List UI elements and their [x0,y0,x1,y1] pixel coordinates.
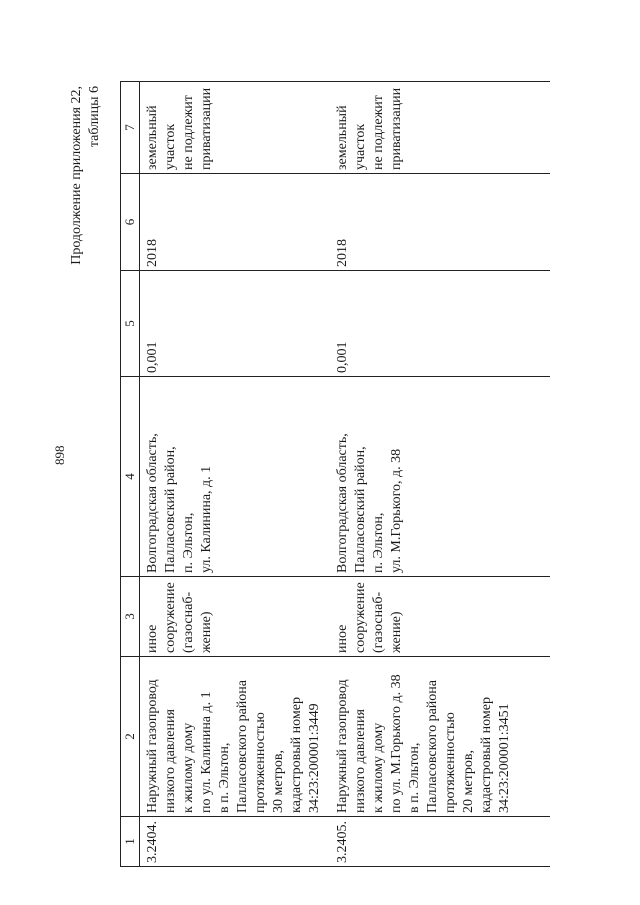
address-cell-line: Палласовский район, [163,446,178,573]
object-name-cell-line: Палласовского района [425,680,440,813]
page-number: 898 [52,445,67,465]
address-cell-line: п. Эльтон, [371,512,386,573]
address-cell-line: п. Эльтон, [181,512,196,573]
note-cell [140,82,331,174]
object-name-cell [140,657,331,817]
note-cell-line: участок [163,123,178,170]
address-cell-line: ул. Калинина, д. 1 [199,465,214,573]
table-row [330,82,550,867]
object-name-cell-line: протяженностью [443,712,458,813]
object-type-cell-line: сооружение [353,582,368,653]
note-cell-line: участок [353,123,368,170]
address-cell [330,377,550,577]
object-name-cell-line: по ул. М.Горького д. 38 [389,674,404,813]
object-name-cell-line: по ул. Калинина д. 1 [199,691,214,813]
column-header: 6 [121,174,140,271]
object-name-cell-line: кадастровый номер [479,697,494,813]
address-cell-line: ул. М.Горького, д. 38 [389,448,404,573]
object-type-cell-line: жение) [389,611,404,653]
object-name-cell-line: низкого давления [353,709,368,813]
object-type-cell-line: (газоснаб- [181,591,196,653]
object-name-cell-line: низкого давления [163,709,178,813]
object-name-cell-line: к жилому дому [371,722,386,813]
address-cell-line: Волгоградская область, [335,433,350,573]
header-row [121,82,140,867]
object-name-cell-line: 20 метров, [461,750,476,813]
note-cell-line: не подлежит [181,95,196,170]
table-row [140,82,331,867]
object-type-cell-line: иное [145,624,160,653]
area-cell: 0,001 [330,271,550,377]
object-name-cell-line: 30 метров, [271,750,286,813]
object-type-cell-line: жение) [199,611,214,653]
object-type-cell [140,577,331,657]
note-cell-line: приватизации [389,87,404,170]
object-name-cell-line: в п. Эльтон, [407,742,422,813]
object-type-cell-line: (газоснаб- [371,591,386,653]
note-cell-line: не подлежит [371,95,386,170]
object-name-cell-line: 34:23:200001:3451 [497,703,512,813]
column-header: 3 [121,577,140,657]
area-cell: 0,001 [140,271,331,377]
object-name-cell [330,657,550,817]
year-cell: 2018 [330,174,550,271]
object-name-cell-line: 34:23:200001:3449 [307,703,322,813]
column-header: 1 [121,817,140,867]
column-header: 2 [121,657,140,817]
object-name-cell-line: Наружный газопровод [145,679,160,813]
continuation-title [68,86,104,346]
note-cell-line: земельный [335,105,350,170]
object-type-cell [330,577,550,657]
address-cell-line: Волгоградская область, [145,433,160,573]
column-header: 4 [121,377,140,577]
object-name-cell-line: к жилому дому [181,722,196,813]
object-name-cell-line: Палласовского района [235,680,250,813]
property-table-grid [120,81,550,867]
continuation-title-line: Продолжение приложения 22, [69,86,84,265]
note-cell [330,82,550,174]
row-number-cell: 3.2405. [330,817,550,867]
object-name-cell-line: Наружный газопровод [335,679,350,813]
object-name-cell-line: кадастровый номер [289,697,304,813]
object-type-cell-line: иное [335,624,350,653]
note-cell-line: земельный [145,105,160,170]
column-header: 5 [121,271,140,377]
row-number-cell: 3.2404. [140,817,331,867]
address-cell-line: Палласовский район, [353,446,368,573]
object-type-cell-line: сооружение [163,582,178,653]
address-cell [140,377,331,577]
note-cell-line: приватизации [199,87,214,170]
object-name-cell-line: в п. Эльтон, [217,742,232,813]
year-cell: 2018 [140,174,331,271]
object-name-cell-line: протяженностью [253,712,268,813]
column-header: 7 [121,82,140,174]
property-table [120,82,600,867]
continuation-title-line: таблицы 6 [87,86,102,148]
